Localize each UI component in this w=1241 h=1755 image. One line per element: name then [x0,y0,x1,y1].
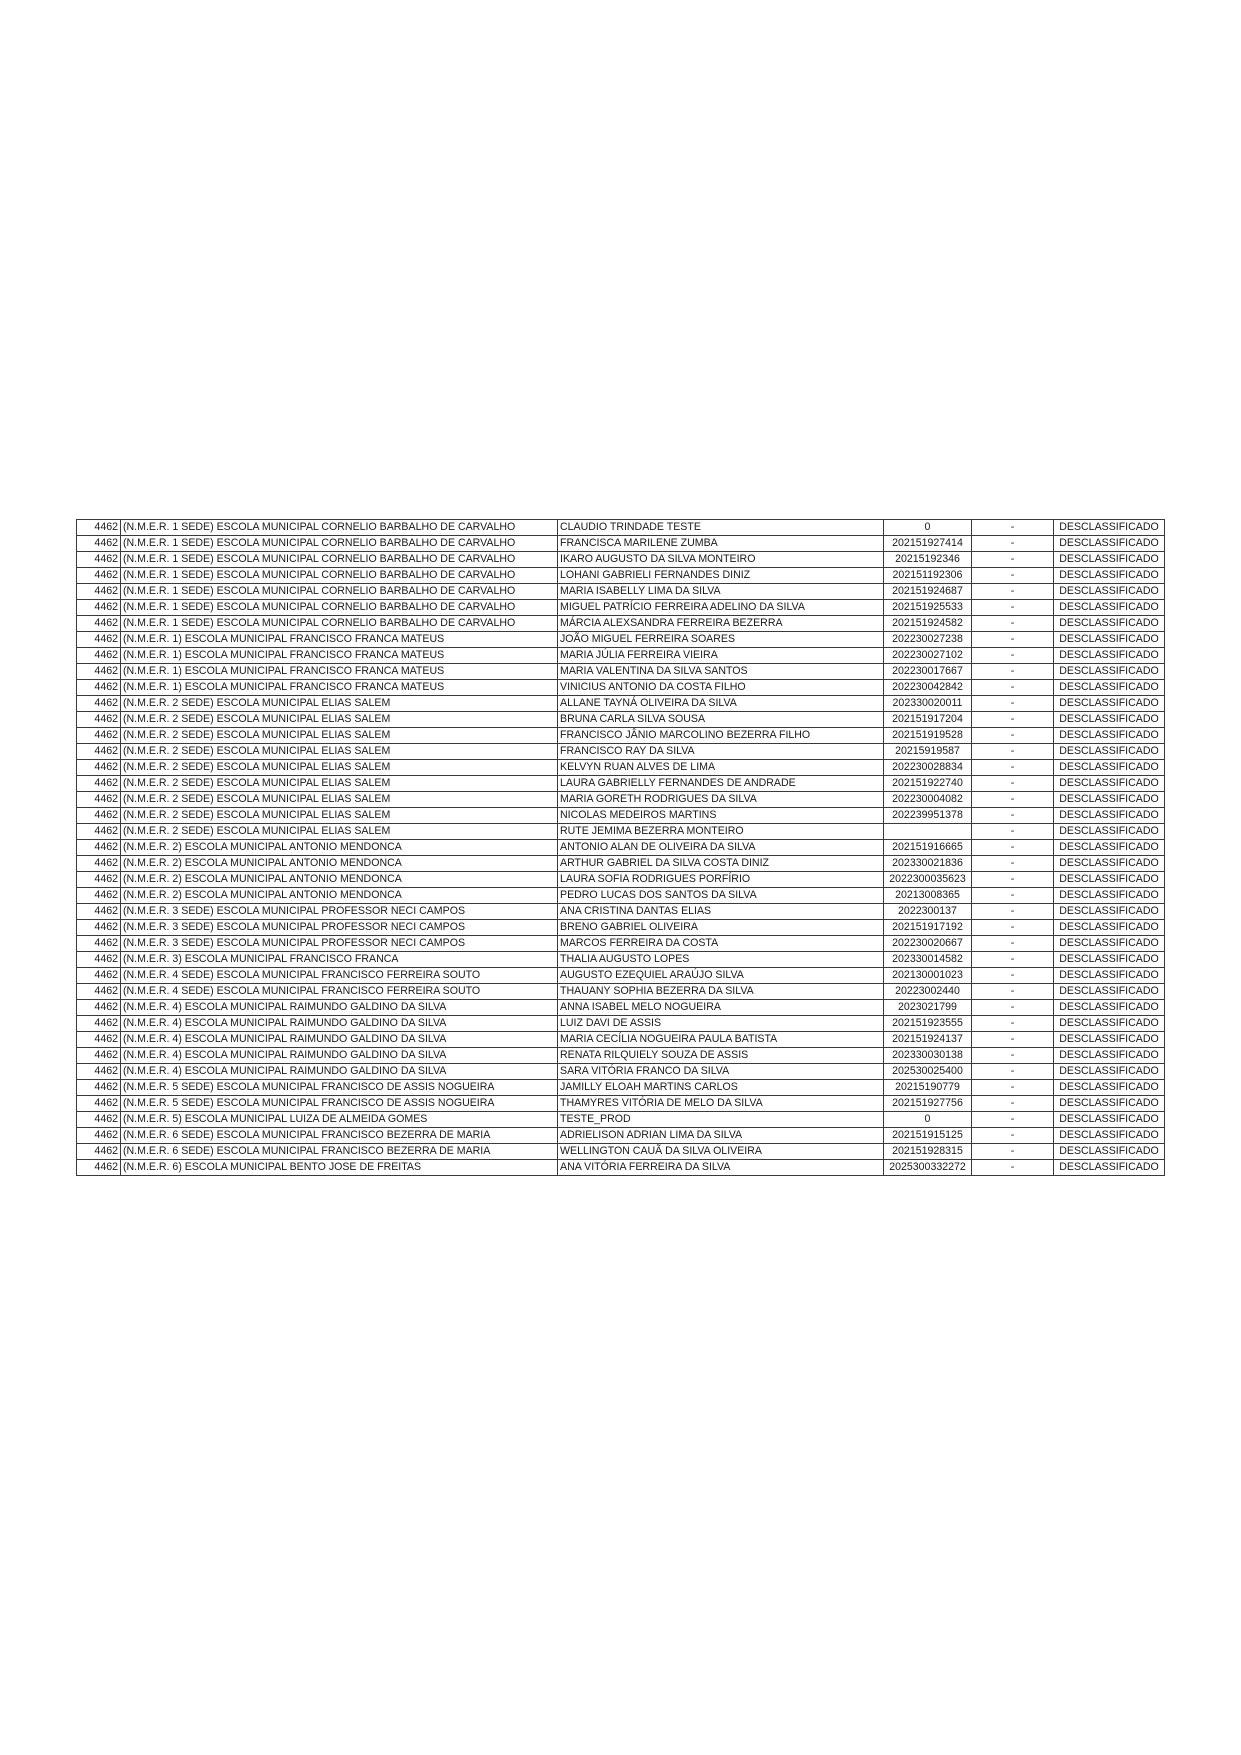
unit-code-cell: 4462 [77,1000,121,1016]
student-name-cell: TESTE_PROD [558,1112,884,1128]
score-cell: - [972,600,1054,616]
score-cell: - [972,568,1054,584]
school-name-cell: (N.M.E.R. 1 SEDE) ESCOLA MUNICIPAL CORNELIO BARBALHO DE CARVALHO [121,616,558,632]
unit-code-cell: 4462 [77,584,121,600]
registration-number-cell: 202230028834 [884,760,972,776]
unit-code-cell: 4462 [77,840,121,856]
status-cell: DESCLASSIFICADO [1054,536,1165,552]
school-name-cell: (N.M.E.R. 2 SEDE) ESCOLA MUNICIPAL ELIAS SALEM [121,792,558,808]
registration-number-cell: 202151919528 [884,728,972,744]
results-table-body [77,520,1165,1176]
student-name-cell: AUGUSTO EZEQUIEL ARAÚJO SILVA [558,968,884,984]
table-row [77,1096,1165,1112]
status-cell: DESCLASSIFICADO [1054,888,1165,904]
school-name-cell: (N.M.E.R. 1) ESCOLA MUNICIPAL FRANCISCO FRANCA MATEUS [121,632,558,648]
registration-number-cell: 202330021836 [884,856,972,872]
score-cell: - [972,968,1054,984]
registration-number-cell: 202130001023 [884,968,972,984]
school-name-cell: (N.M.E.R. 2) ESCOLA MUNICIPAL ANTONIO MENDONCA [121,840,558,856]
registration-number-cell: 20213008365 [884,888,972,904]
student-name-cell: CLAUDIO TRINDADE TESTE [558,520,884,536]
unit-code-cell: 4462 [77,616,121,632]
school-name-cell: (N.M.E.R. 4 SEDE) ESCOLA MUNICIPAL FRANCISCO FERREIRA SOUTO [121,984,558,1000]
student-name-cell: PEDRO LUCAS DOS SANTOS DA SILVA [558,888,884,904]
status-cell: DESCLASSIFICADO [1054,616,1165,632]
registration-number-cell: 202230027238 [884,632,972,648]
student-name-cell: RENATA RILQUIELY SOUZA DE ASSIS [558,1048,884,1064]
student-name-cell: IKARO AUGUSTO DA SILVA MONTEIRO [558,552,884,568]
score-cell: - [972,1112,1054,1128]
table-row [77,680,1165,696]
unit-code-cell: 4462 [77,888,121,904]
table-row [77,632,1165,648]
school-name-cell: (N.M.E.R. 4) ESCOLA MUNICIPAL RAIMUNDO GALDINO DA SILVA [121,1064,558,1080]
unit-code-cell: 4462 [77,728,121,744]
registration-number-cell: 20215919587 [884,744,972,760]
score-cell: - [972,696,1054,712]
school-name-cell: (N.M.E.R. 2 SEDE) ESCOLA MUNICIPAL ELIAS SALEM [121,696,558,712]
school-name-cell: (N.M.E.R. 1) ESCOLA MUNICIPAL FRANCISCO FRANCA MATEUS [121,648,558,664]
unit-code-cell: 4462 [77,1032,121,1048]
unit-code-cell: 4462 [77,760,121,776]
student-name-cell: MÁRCIA ALEXSANDRA FERREIRA BEZERRA [558,616,884,632]
status-cell: DESCLASSIFICADO [1054,1128,1165,1144]
score-cell: - [972,664,1054,680]
score-cell: - [972,936,1054,952]
unit-code-cell: 4462 [77,920,121,936]
status-cell: DESCLASSIFICADO [1054,584,1165,600]
unit-code-cell: 4462 [77,552,121,568]
registration-number-cell: 202151924687 [884,584,972,600]
unit-code-cell: 4462 [77,1016,121,1032]
student-name-cell: MIGUEL PATRÍCIO FERREIRA ADELINO DA SILVA [558,600,884,616]
registration-number-cell: 202239951378 [884,808,972,824]
unit-code-cell: 4462 [77,680,121,696]
school-name-cell: (N.M.E.R. 5 SEDE) ESCOLA MUNICIPAL FRANCISCO DE ASSIS NOGUEIRA [121,1080,558,1096]
school-name-cell: (N.M.E.R. 2 SEDE) ESCOLA MUNICIPAL ELIAS SALEM [121,808,558,824]
registration-number-cell: 202151917192 [884,920,972,936]
status-cell: DESCLASSIFICADO [1054,600,1165,616]
student-name-cell: MARIA CECÍLIA NOGUEIRA PAULA BATISTA [558,1032,884,1048]
school-name-cell: (N.M.E.R. 1) ESCOLA MUNICIPAL FRANCISCO FRANCA MATEUS [121,680,558,696]
registration-number-cell: 202330014582 [884,952,972,968]
unit-code-cell: 4462 [77,856,121,872]
status-cell: DESCLASSIFICADO [1054,984,1165,1000]
results-table [76,519,1165,1176]
score-cell: - [972,776,1054,792]
school-name-cell: (N.M.E.R. 2 SEDE) ESCOLA MUNICIPAL ELIAS SALEM [121,824,558,840]
student-name-cell: MARCOS FERREIRA DA COSTA [558,936,884,952]
school-name-cell: (N.M.E.R. 4) ESCOLA MUNICIPAL RAIMUNDO GALDINO DA SILVA [121,1048,558,1064]
student-name-cell: JOÃO MIGUEL FERREIRA SOARES [558,632,884,648]
table-row [77,520,1165,536]
school-name-cell: (N.M.E.R. 3 SEDE) ESCOLA MUNICIPAL PROFESSOR NECI CAMPOS [121,920,558,936]
table-row [77,888,1165,904]
table-row [77,760,1165,776]
registration-number-cell: 202151915125 [884,1128,972,1144]
student-name-cell: ANTONIO ALAN DE OLIVEIRA DA SILVA [558,840,884,856]
unit-code-cell: 4462 [77,904,121,920]
table-row [77,648,1165,664]
school-name-cell: (N.M.E.R. 2) ESCOLA MUNICIPAL ANTONIO MENDONCA [121,856,558,872]
score-cell: - [972,616,1054,632]
score-cell: - [972,1144,1054,1160]
registration-number-cell: 202151927414 [884,536,972,552]
score-cell: - [972,632,1054,648]
school-name-cell: (N.M.E.R. 1 SEDE) ESCOLA MUNICIPAL CORNELIO BARBALHO DE CARVALHO [121,600,558,616]
score-cell: - [972,1080,1054,1096]
table-row [77,712,1165,728]
status-cell: DESCLASSIFICADO [1054,856,1165,872]
table-row [77,824,1165,840]
score-cell: - [972,792,1054,808]
registration-number-cell: 202151924137 [884,1032,972,1048]
school-name-cell: (N.M.E.R. 2 SEDE) ESCOLA MUNICIPAL ELIAS SALEM [121,712,558,728]
score-cell: - [972,872,1054,888]
table-row [77,920,1165,936]
score-cell: - [972,680,1054,696]
registration-number-cell: 202230027102 [884,648,972,664]
table-row [77,808,1165,824]
table-row [77,1080,1165,1096]
unit-code-cell: 4462 [77,712,121,728]
table-row [77,568,1165,584]
unit-code-cell: 4462 [77,776,121,792]
school-name-cell: (N.M.E.R. 5 SEDE) ESCOLA MUNICIPAL FRANCISCO DE ASSIS NOGUEIRA [121,1096,558,1112]
student-name-cell: JAMILLY ELOAH MARTINS CARLOS [558,1080,884,1096]
student-name-cell: BRENO GABRIEL OLIVEIRA [558,920,884,936]
status-cell: DESCLASSIFICADO [1054,1080,1165,1096]
registration-number-cell: 202151925533 [884,600,972,616]
table-row [77,872,1165,888]
student-name-cell: ALLANE TAYNÁ OLIVEIRA DA SILVA [558,696,884,712]
school-name-cell: (N.M.E.R. 1 SEDE) ESCOLA MUNICIPAL CORNELIO BARBALHO DE CARVALHO [121,584,558,600]
student-name-cell: SARA VITÓRIA FRANCO DA SILVA [558,1064,884,1080]
score-cell: - [972,1048,1054,1064]
table-row [77,1000,1165,1016]
student-name-cell: MARIA ISABELLY LIMA DA SILVA [558,584,884,600]
school-name-cell: (N.M.E.R. 5) ESCOLA MUNICIPAL LUIZA DE ALMEIDA GOMES [121,1112,558,1128]
unit-code-cell: 4462 [77,568,121,584]
table-row [77,968,1165,984]
student-name-cell: FRANCISCO RAY DA SILVA [558,744,884,760]
unit-code-cell: 4462 [77,792,121,808]
unit-code-cell: 4462 [77,872,121,888]
unit-code-cell: 4462 [77,1160,121,1176]
table-row [77,1160,1165,1176]
school-name-cell: (N.M.E.R. 2) ESCOLA MUNICIPAL ANTONIO MENDONCA [121,888,558,904]
score-cell: - [972,920,1054,936]
school-name-cell: (N.M.E.R. 2 SEDE) ESCOLA MUNICIPAL ELIAS SALEM [121,760,558,776]
score-cell: - [972,1032,1054,1048]
school-name-cell: (N.M.E.R. 1) ESCOLA MUNICIPAL FRANCISCO FRANCA MATEUS [121,664,558,680]
registration-number-cell: 202151192306 [884,568,972,584]
score-cell: - [972,584,1054,600]
student-name-cell: WELLINGTON CAUÃ DA SILVA OLIVEIRA [558,1144,884,1160]
status-cell: DESCLASSIFICADO [1054,760,1165,776]
unit-code-cell: 4462 [77,1080,121,1096]
table-row [77,1048,1165,1064]
score-cell: - [972,1064,1054,1080]
registration-number-cell: 202330020011 [884,696,972,712]
unit-code-cell: 4462 [77,968,121,984]
school-name-cell: (N.M.E.R. 1 SEDE) ESCOLA MUNICIPAL CORNELIO BARBALHO DE CARVALHO [121,552,558,568]
registration-number-cell: 202151924582 [884,616,972,632]
status-cell: DESCLASSIFICADO [1054,808,1165,824]
school-name-cell: (N.M.E.R. 1 SEDE) ESCOLA MUNICIPAL CORNELIO BARBALHO DE CARVALHO [121,568,558,584]
student-name-cell: MARIA GORETH RODRIGUES DA SILVA [558,792,884,808]
status-cell: DESCLASSIFICADO [1054,920,1165,936]
registration-number-cell: 202151923555 [884,1016,972,1032]
student-name-cell: KELVYN RUAN ALVES DE LIMA [558,760,884,776]
status-cell: DESCLASSIFICADO [1054,1016,1165,1032]
table-row [77,696,1165,712]
score-cell: - [972,952,1054,968]
registration-number-cell: 202151922740 [884,776,972,792]
table-row [77,744,1165,760]
table-row [77,840,1165,856]
registration-number-cell: 202230017667 [884,664,972,680]
status-cell: DESCLASSIFICADO [1054,792,1165,808]
student-name-cell: THAMYRES VITÓRIA DE MELO DA SILVA [558,1096,884,1112]
table-row [77,1032,1165,1048]
student-name-cell: FRANCISCA MARILENE ZUMBA [558,536,884,552]
unit-code-cell: 4462 [77,1096,121,1112]
student-name-cell: LAURA SOFIA RODRIGUES PORFÍRIO [558,872,884,888]
school-name-cell: (N.M.E.R. 2 SEDE) ESCOLA MUNICIPAL ELIAS SALEM [121,744,558,760]
status-cell: DESCLASSIFICADO [1054,664,1165,680]
student-name-cell: ARTHUR GABRIEL DA SILVA COSTA DINIZ [558,856,884,872]
unit-code-cell: 4462 [77,520,121,536]
unit-code-cell: 4462 [77,1144,121,1160]
score-cell: - [972,1000,1054,1016]
status-cell: DESCLASSIFICADO [1054,1144,1165,1160]
score-cell: - [972,856,1054,872]
student-name-cell: LOHANI GABRIELI FERNANDES DINIZ [558,568,884,584]
status-cell: DESCLASSIFICADO [1054,776,1165,792]
school-name-cell: (N.M.E.R. 2 SEDE) ESCOLA MUNICIPAL ELIAS SALEM [121,728,558,744]
status-cell: DESCLASSIFICADO [1054,872,1165,888]
unit-code-cell: 4462 [77,664,121,680]
registration-number-cell: 202151928315 [884,1144,972,1160]
score-cell: - [972,904,1054,920]
school-name-cell: (N.M.E.R. 4) ESCOLA MUNICIPAL RAIMUNDO GALDINO DA SILVA [121,1000,558,1016]
student-name-cell: BRUNA CARLA SILVA SOUSA [558,712,884,728]
registration-number-cell: 0 [884,520,972,536]
unit-code-cell: 4462 [77,632,121,648]
score-cell: - [972,728,1054,744]
student-name-cell: ANNA ISABEL MELO NOGUEIRA [558,1000,884,1016]
registration-number-cell: 202230042842 [884,680,972,696]
unit-code-cell: 4462 [77,984,121,1000]
unit-code-cell: 4462 [77,824,121,840]
student-name-cell: NICOLAS MEDEIROS MARTINS [558,808,884,824]
status-cell: DESCLASSIFICADO [1054,1000,1165,1016]
table-row [77,600,1165,616]
school-name-cell: (N.M.E.R. 6 SEDE) ESCOLA MUNICIPAL FRANCISCO BEZERRA DE MARIA [121,1128,558,1144]
student-name-cell: MARIA JÚLIA FERREIRA VIEIRA [558,648,884,664]
student-name-cell: ANA CRISTINA DANTAS ELIAS [558,904,884,920]
status-cell: DESCLASSIFICADO [1054,712,1165,728]
score-cell: - [972,760,1054,776]
table-row [77,584,1165,600]
student-name-cell: THALIA AUGUSTO LOPES [558,952,884,968]
table-row [77,776,1165,792]
status-cell: DESCLASSIFICADO [1054,696,1165,712]
registration-number-cell: 202151916665 [884,840,972,856]
score-cell: - [972,808,1054,824]
unit-code-cell: 4462 [77,808,121,824]
score-cell: - [972,744,1054,760]
table-row [77,1144,1165,1160]
score-cell: - [972,648,1054,664]
registration-number-cell: 2022300137 [884,904,972,920]
table-row [77,1128,1165,1144]
table-row [77,536,1165,552]
status-cell: DESCLASSIFICADO [1054,680,1165,696]
school-name-cell: (N.M.E.R. 1 SEDE) ESCOLA MUNICIPAL CORNELIO BARBALHO DE CARVALHO [121,536,558,552]
student-name-cell: MARIA VALENTINA DA SILVA SANTOS [558,664,884,680]
school-name-cell: (N.M.E.R. 2) ESCOLA MUNICIPAL ANTONIO MENDONCA [121,872,558,888]
school-name-cell: (N.M.E.R. 3 SEDE) ESCOLA MUNICIPAL PROFESSOR NECI CAMPOS [121,904,558,920]
student-name-cell: RUTE JEMIMA BEZERRA MONTEIRO [558,824,884,840]
unit-code-cell: 4462 [77,1128,121,1144]
school-name-cell: (N.M.E.R. 6) ESCOLA MUNICIPAL BENTO JOSE DE FREITAS [121,1160,558,1176]
school-name-cell: (N.M.E.R. 2 SEDE) ESCOLA MUNICIPAL ELIAS SALEM [121,776,558,792]
unit-code-cell: 4462 [77,936,121,952]
status-cell: DESCLASSIFICADO [1054,728,1165,744]
student-name-cell: VINICIUS ANTONIO DA COSTA FILHO [558,680,884,696]
status-cell: DESCLASSIFICADO [1054,952,1165,968]
registration-number-cell: 202330030138 [884,1048,972,1064]
school-name-cell: (N.M.E.R. 3) ESCOLA MUNICIPAL FRANCISCO FRANCA [121,952,558,968]
status-cell: DESCLASSIFICADO [1054,824,1165,840]
registration-number-cell: 20215192346 [884,552,972,568]
status-cell: DESCLASSIFICADO [1054,1064,1165,1080]
registration-number-cell: 202230020667 [884,936,972,952]
score-cell: - [972,552,1054,568]
registration-number-cell: 202151927756 [884,1096,972,1112]
status-cell: DESCLASSIFICADO [1054,1096,1165,1112]
table-row [77,728,1165,744]
registration-number-cell: 202151917204 [884,712,972,728]
status-cell: DESCLASSIFICADO [1054,648,1165,664]
registration-number-cell: 0 [884,1112,972,1128]
table-row [77,984,1165,1000]
score-cell: - [972,520,1054,536]
school-name-cell: (N.M.E.R. 4) ESCOLA MUNICIPAL RAIMUNDO GALDINO DA SILVA [121,1032,558,1048]
unit-code-cell: 4462 [77,744,121,760]
status-cell: DESCLASSIFICADO [1054,1112,1165,1128]
table-row [77,1112,1165,1128]
table-row [77,856,1165,872]
table-row [77,664,1165,680]
score-cell: - [972,712,1054,728]
table-row [77,904,1165,920]
score-cell: - [972,824,1054,840]
unit-code-cell: 4462 [77,696,121,712]
registration-number-cell: 20223002440 [884,984,972,1000]
table-row [77,1064,1165,1080]
status-cell: DESCLASSIFICADO [1054,840,1165,856]
registration-number-cell: 2023021799 [884,1000,972,1016]
score-cell: - [972,536,1054,552]
student-name-cell: ANA VITÓRIA FERREIRA DA SILVA [558,1160,884,1176]
status-cell: DESCLASSIFICADO [1054,744,1165,760]
unit-code-cell: 4462 [77,1064,121,1080]
status-cell: DESCLASSIFICADO [1054,1160,1165,1176]
table-row [77,1016,1165,1032]
unit-code-cell: 4462 [77,1112,121,1128]
score-cell: - [972,984,1054,1000]
status-cell: DESCLASSIFICADO [1054,968,1165,984]
unit-code-cell: 4462 [77,952,121,968]
status-cell: DESCLASSIFICADO [1054,936,1165,952]
unit-code-cell: 4462 [77,600,121,616]
table-row [77,936,1165,952]
status-cell: DESCLASSIFICADO [1054,1048,1165,1064]
school-name-cell: (N.M.E.R. 3 SEDE) ESCOLA MUNICIPAL PROFESSOR NECI CAMPOS [121,936,558,952]
student-name-cell: LAURA GABRIELLY FERNANDES DE ANDRADE [558,776,884,792]
score-cell: - [972,1160,1054,1176]
table-row [77,552,1165,568]
registration-number-cell: 2022300035623 [884,872,972,888]
status-cell: DESCLASSIFICADO [1054,568,1165,584]
status-cell: DESCLASSIFICADO [1054,1032,1165,1048]
status-cell: DESCLASSIFICADO [1054,904,1165,920]
table-row [77,792,1165,808]
unit-code-cell: 4462 [77,1048,121,1064]
student-name-cell: FRANCISCO JÂNIO MARCOLINO BEZERRA FILHO [558,728,884,744]
unit-code-cell: 4462 [77,536,121,552]
student-name-cell: ADRIELISON ADRIAN LIMA DA SILVA [558,1128,884,1144]
table-row [77,952,1165,968]
score-cell: - [972,1016,1054,1032]
status-cell: DESCLASSIFICADO [1054,552,1165,568]
school-name-cell: (N.M.E.R. 4 SEDE) ESCOLA MUNICIPAL FRANCISCO FERREIRA SOUTO [121,968,558,984]
registration-number-cell: 202530025400 [884,1064,972,1080]
registration-number-cell: 2025300332272 [884,1160,972,1176]
registration-number-cell: 202230004082 [884,792,972,808]
school-name-cell: (N.M.E.R. 4) ESCOLA MUNICIPAL RAIMUNDO GALDINO DA SILVA [121,1016,558,1032]
score-cell: - [972,1128,1054,1144]
school-name-cell: (N.M.E.R. 6 SEDE) ESCOLA MUNICIPAL FRANCISCO BEZERRA DE MARIA [121,1144,558,1160]
table-row [77,616,1165,632]
registration-number-cell: 20215190779 [884,1080,972,1096]
status-cell: DESCLASSIFICADO [1054,632,1165,648]
score-cell: - [972,1096,1054,1112]
score-cell: - [972,888,1054,904]
unit-code-cell: 4462 [77,648,121,664]
student-name-cell: THAUANY SOPHIA BEZERRA DA SILVA [558,984,884,1000]
registration-number-cell [884,824,972,840]
student-name-cell: LUIZ DAVI DE ASSIS [558,1016,884,1032]
score-cell: - [972,840,1054,856]
status-cell: DESCLASSIFICADO [1054,520,1165,536]
school-name-cell: (N.M.E.R. 1 SEDE) ESCOLA MUNICIPAL CORNELIO BARBALHO DE CARVALHO [121,520,558,536]
